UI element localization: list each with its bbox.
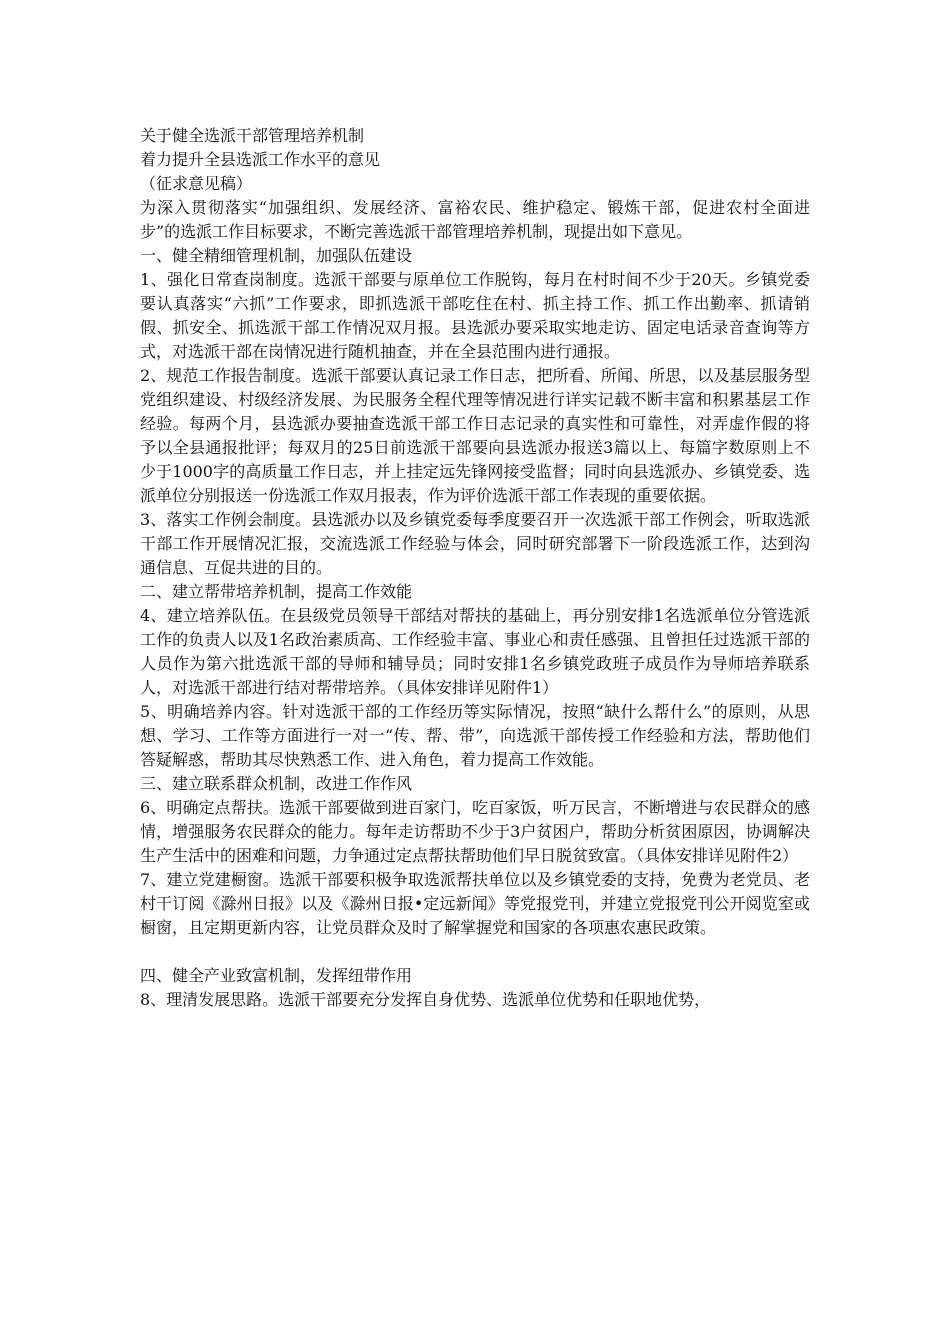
paragraph-item-5: 5、明确培养内容。针对选派干部的工作经历等实际情况，按照“缺什么帮什么”的原则，从思想、学习、工作等方面进行一对一“传、帮、带”，向选派干部传授工作经验和方法，帮助他们答疑解惑，帮助其尽快熟悉工作、进入角色，着力提高工作效能。 bbox=[140, 702, 810, 769]
section-heading-4: 四、健全产业致富机制，发挥纽带作用 bbox=[140, 966, 413, 985]
section-heading-2: 二、建立帮带培养机制，提高工作效能 bbox=[140, 582, 413, 601]
title-line-1: 关于健全选派干部管理培养机制 bbox=[140, 126, 365, 145]
blank-line bbox=[140, 940, 810, 964]
paragraph-item-8: 8、理清发展思路。选派干部要充分发挥自身优势、选派单位优势和任职地优势， bbox=[140, 990, 711, 1009]
document-page bbox=[140, 124, 810, 1012]
paragraph-item-7: 7、建立党建橱窗。选派干部要积极争取选派帮扶单位以及乡镇党委的支持，免费为老党员、老村干订阅《滁州日报》以及《滁州日报•定远新闻》等党报党刊，并建立党报党刊公开阅览室或橱窗，且定期更新内容，让党员群众及时了解掌握党和国家的各项惠农惠民政策。 bbox=[140, 870, 810, 937]
paragraph-item-3: 3、落实工作例会制度。县选派办以及乡镇党委每季度要召开一次选派干部工作例会，听取选派干部工作开展情况汇报，交流选派工作经验与体会，同时研究部署下一阶段选派工作，达到沟通信息、互促共进的目的。 bbox=[140, 510, 810, 577]
title-line-2: 着力提升全县选派工作水平的意见 bbox=[140, 150, 381, 169]
intro-paragraph: 为深入贯彻落实“加强组织、发展经济、富裕农民、维护稳定、锻炼干部，促进农村全面进步”的选派工作目标要求，不断完善选派干部管理培养机制，现提出如下意见。 bbox=[140, 198, 810, 241]
paragraph-item-1: 1、强化日常查岗制度。选派干部要与原单位工作脱钩，每月在村时间不少于20天。乡镇党委要认真落实“六抓”工作要求，即抓选派干部吃住在村、抓主持工作、抓工作出勤率、抓请销假、抓安全、抓选派干部工作情况双月报。县选派办要采取实地走访、固定电话录音查询等方式，对选派干部在岗情况进行随机抽查，并在全县范围内进行通报。 bbox=[140, 270, 810, 361]
section-heading-3: 三、建立联系群众机制，改进工作作风 bbox=[140, 774, 413, 793]
paragraph-item-4: 4、建立培养队伍。在县级党员领导干部结对帮扶的基础上，再分别安排1名选派单位分管选派工作的负责人以及1名政治素质高、工作经验丰富、事业心和责任感强、且曾担任过选派干部的人员作为第六批选派干部的导师和辅导员；同时安排1名乡镇党政班子成员作为导师培养联系人，对选派干部进行结对帮带培养。（具体安排详见附件1） bbox=[140, 606, 810, 697]
paragraph-item-6: 6、明确定点帮扶。选派干部要做到进百家门，吃百家饭，听万民言，不断增进与农民群众的感情，增强服务农民群众的能力。每年走访帮助不少于3户贫困户，帮助分析贫困原因，协调解决生产生活中的困难和问题，力争通过定点帮扶帮助他们早日脱贫致富。（具体安排详见附件2） bbox=[140, 798, 810, 865]
paragraph-item-2: 2、规范工作报告制度。选派干部要认真记录工作日志，把所看、所闻、所思，以及基层服务型党组织建设、村级经济发展、为民服务全程代理等情况进行详实记载不断丰富和积累基层工作经验。每两个月，县选派办要抽查选派干部工作日志记录的真实性和可靠性，对弄虚作假的将予以全县通报批评；每双月的25日前选派干部要向县选派办报送3篇以上、每篇字数原则上不少于1000字的高质量工作日志，并上挂定远先锋网接受监督；同时向县选派办、乡镇党委、选派单位分别报送一份选派工作双月报表，作为评价选派干部工作表现的重要依据。 bbox=[140, 366, 810, 505]
draft-note: （征求意见稿） bbox=[140, 174, 253, 193]
section-heading-1: 一、健全精细管理机制，加强队伍建设 bbox=[140, 246, 413, 265]
